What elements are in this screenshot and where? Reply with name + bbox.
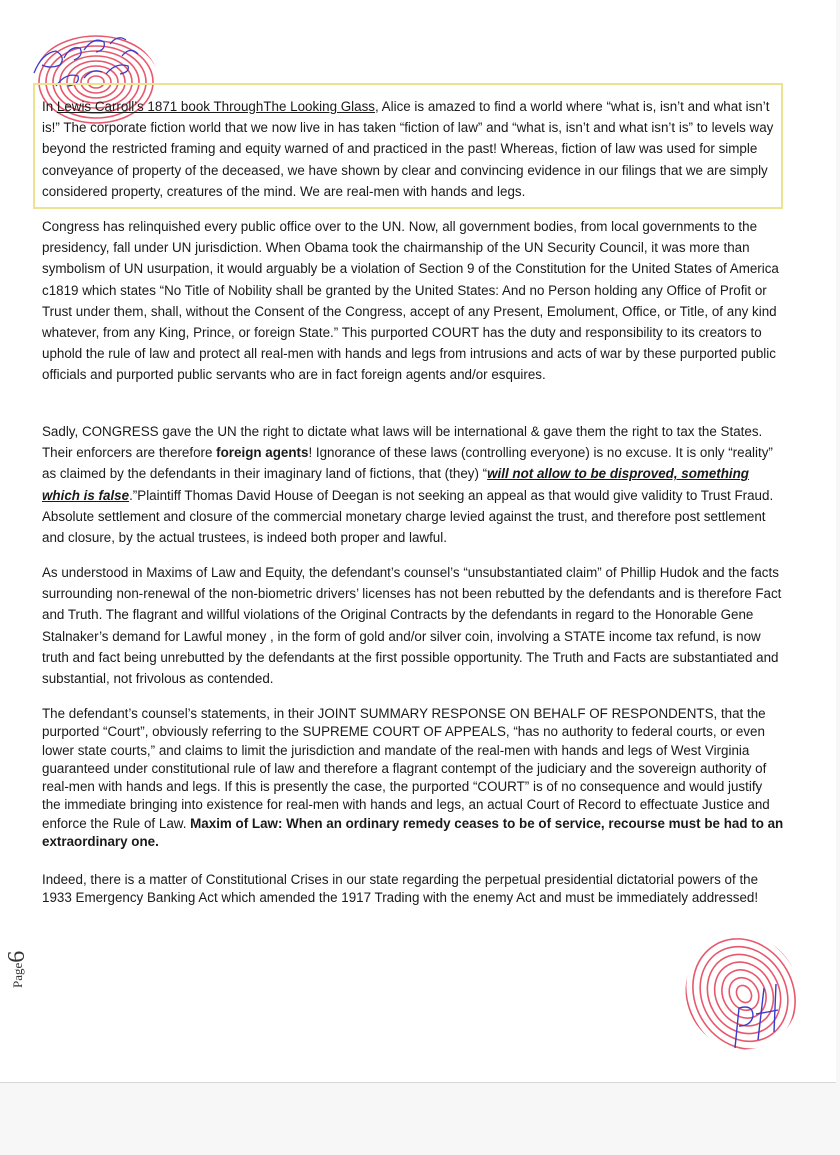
paragraph-un-jurisdiction: Congress has relinquished every public office over to the UN. Now, all government bodies, from local governments to the presidency, fall under UN jurisdiction. When Obama took the chairmanship of the UN Security Council, it was more than symbolism of UN usurpation, it would arguably be a violation of Section 9 of the Constitution for the United States of America c1819 which states “No Title of Nobility shall be granted by the United States: And no Person holding any Office of Profit or Trust under them, shall, without the Consent of the Congress, accept of any Present, Emolument, Office, or Title, of any kind whatever, from any King, Prince, or foreign State.” This purported COURT has the duty and responsibility to its creators to uphold the rule of law and protect all real-men with hands and legs from intrusions and acts of war by these purported public officials and purported public servants who are in fact foreign agents and/or esquires. [42,219,779,383]
page-number-label [4,932,28,988]
foreign-agents-emphasis: foreign agents [216,445,309,461]
para3-part-b: ! Ignorance of these laws (controlling everyone) is no excuse. It is only “reality” as claimed by the defendants in their imaginary land of fictions, that (they) “ [42,445,773,482]
paragraph-foreign-agents [42,421,784,548]
para3-part-c: .”Plaintiff Thomas David House of Deegan is not seeking an appeal as that would give validity to Trust Fraud. Absolute settlement and closure of the commercial monetary charge levied against the trust, and therefore post settlement and closure, by the actual trustees, is indeed both proper and lawful. [42,487,774,546]
intro-paragraph [42,96,784,202]
maxim-of-law: Maxim of Law: When an ordinary remedy ceases to be of service, recourse must be had to an extraordinary one. [42,815,784,850]
book-title-link: Lewis Carroll’s 1871 book ThroughThe Looking Glass [56,99,375,114]
page-number: 6 [4,950,30,963]
paragraph-constitutional-crises: Indeed, there is a matter of Constitutional Crises in our state regarding the perpetual presidential dictatorial powers of the 1933 Emergency Banking Act which amended the 1917 Trading with the enemy Act and must be immediately addressed! [42,872,759,906]
page-word: Page [10,962,25,988]
disproved-quote-emphasis: will not allow to be disproved, something which is false [42,466,749,503]
para3-part-a: Sadly, CONGRESS gave the UN the right to dictate what laws will be international & gave them the right to tax the States. Their enforcers are therefore [42,424,763,461]
thumbprint-bottom-icon [680,930,805,1055]
intro-rest: , Alice is amazed to find a world where “what is, isn’t and what isn’t is!” The corporate fiction world that we now live in has taken “fiction of law” and “what is, isn’t and what isn’t is” to levels way beyond the restricted framing and equity warned of and practiced in the past! Whereas, fiction of law was used for simple conveyance of property of the deceased, we have shown by clear and convincing evidence in our filings that we are simply considered property, creatures of the mind. We are real-men with hands and legs. [42,99,774,199]
paragraph-maxims: As understood in Maxims of Law and Equity, the defendant’s counsel’s “unsubstantiated claim” of Phillip Hudok and the facts surrounding non-renewal of the non-biometric drivers’ licenses has not been rebutted by the defendants and is therefore Fact and Truth. The flagrant and willful violations of the Original Contracts by the defendants in regard to the Honorable Gene Stalnaker’s demand for Lawful money , in the form of gold and/or silver coin, involving a STATE income tax refund, is now truth and fact being unrebutted by the defendants at the first possible opportunity. The Truth and Facts are substantiated and substantial, not frivolous as contended. [42,565,782,687]
para5-text: The defendant’s counsel’s statements, in their JOINT SUMMARY RESPONSE ON BEHALF OF RESPONDENTS, that the purported “Court”, obviously referring to the SUPREME COURT OF APPEALS, “has no authority to federal courts, or even lower state courts,” and claims to limit the jurisdiction and mandate of the real-men with hands and legs of West Virginia guaranteed under constitutional rule of law and therefore a flagrant contempt of the judiciary and the sovereign authority of real-men with hands and legs. If this is presently the case, the purported “COURT” is of no consequence and would justify the immediate bringing into existence for real-men with hands and legs, an actual Court of Record to effectuate Justice and enforce the Rule of Law. [42,706,770,831]
intro-prefix: In [42,99,57,114]
paragraph-joint-summary [42,705,784,851]
